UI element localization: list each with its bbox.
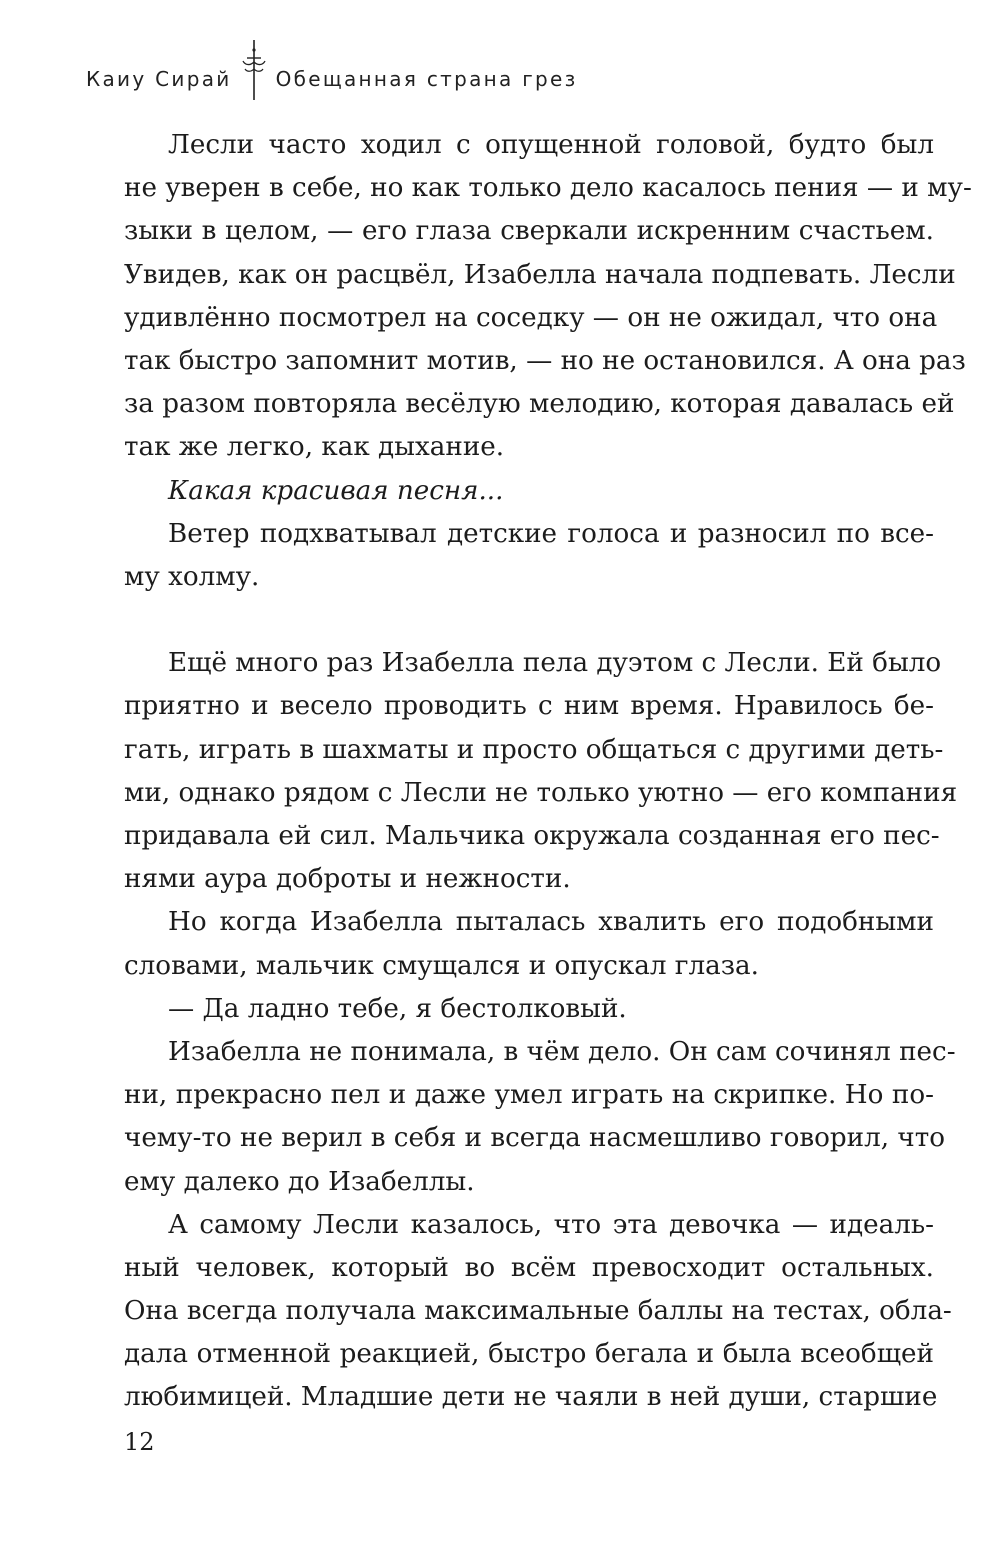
text-line: за разом повторяла весёлую мелодию, которая давалась ей	[124, 389, 955, 420]
section-break	[124, 599, 934, 642]
text-line: Но когда Изабелла пыталась хвалить его подобными	[168, 907, 934, 938]
cross-flourish-icon	[240, 38, 268, 102]
text-line: А самому Лесли казалось, что эта девочка — идеаль-	[168, 1209, 934, 1240]
text-line: Какая красивая песня...	[168, 475, 504, 506]
text-line: Увидев, как он расцвёл, Изабелла начала подпевать. Лесли	[124, 259, 956, 290]
text-line: приятно и весело проводить с ним время. Нравилось бе-	[124, 691, 934, 722]
text-line: дала отменной реакцией, быстро бегала и была всеобщей	[124, 1339, 934, 1370]
text-line: любимицей. Младшие дети не чаяли в ней души, старшие	[124, 1382, 938, 1413]
page-number: 12	[124, 1428, 155, 1456]
text-line: зыки в целом, — его глаза сверкали искренним счастьем.	[124, 216, 934, 247]
text-line: чему-то не верил в себя и всегда насмешливо говорил, что	[124, 1123, 945, 1154]
text-line: ный человек, который во всём превосходит остальных.	[124, 1252, 934, 1283]
text-line: словами, мальчик смущался и опускал глаза.	[124, 950, 759, 981]
page-body-text	[124, 124, 972, 1420]
header-author: Каиу Сирай	[86, 67, 232, 91]
text-line: так же легко, как дыхание.	[124, 432, 505, 463]
text-line: удивлённо посмотрел на соседку — он не ожидал, что она	[124, 302, 938, 333]
text-line: Ещё много раз Изабелла пела дуэтом с Лесли. Ей было	[168, 648, 942, 679]
text-line: нями аура доброты и нежности.	[124, 864, 571, 895]
running-header	[86, 38, 578, 102]
text-line: не уверен в себе, но как только дело касалось пения — и му-	[124, 173, 972, 204]
header-book-title: Обещанная страна грез	[275, 67, 578, 91]
text-line: Ветер подхватывал детские голоса и разносил по все-	[168, 518, 934, 549]
text-line: Лесли часто ходил с опущенной головой, будто был	[168, 130, 934, 160]
text-line: ми, однако рядом с Лесли не только уютно — его компания	[124, 777, 958, 808]
text-line: ему далеко до Изабеллы.	[124, 1166, 475, 1197]
text-line: так быстро запомнит мотив, — но не остановился. А она раз	[124, 345, 966, 376]
text-line: Она всегда получала максимальные баллы на тестах, обла-	[124, 1296, 952, 1327]
text-line: ни, прекрасно пел и даже умел играть на скрипке. Но по-	[124, 1080, 934, 1111]
text-line: му холму.	[124, 561, 260, 592]
text-line: — Да ладно тебе, я бестолковый.	[168, 993, 627, 1024]
text-line: гать, играть в шахматы и просто общаться с другими деть-	[124, 734, 944, 765]
text-line: придавала ей сил. Мальчика окружала созданная его пес-	[124, 821, 940, 851]
text-line: Изабелла не понимала, в чём дело. Он сам сочинял пес-	[168, 1036, 956, 1067]
